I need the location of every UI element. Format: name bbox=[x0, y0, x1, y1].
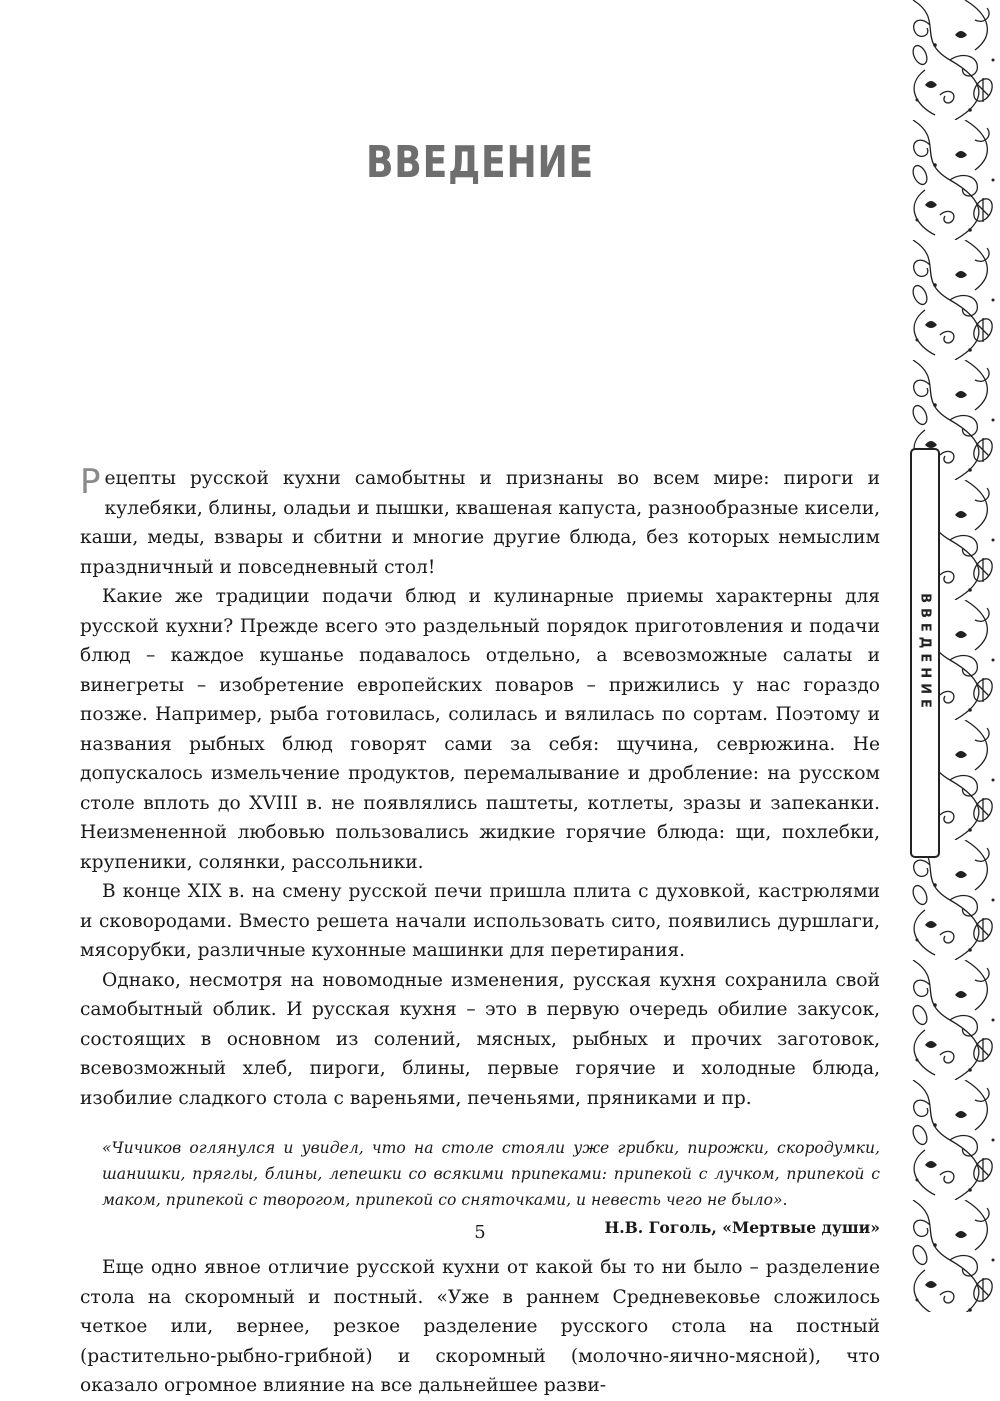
paragraph-4: Однако, несмотря на новомодные изменения, русская кухня сохранила свой самобытный облик. И русская кухня – это в первую очередь обилие закусок, состоящих в основном из солений, мясных, рыбных и прочих заготовок, всевозможный хлеб, пироги, блины, первые горячие и холодные блюда, изобилие сладкого стола с вареньями, печеньями, пряниками и пр. bbox=[80, 969, 880, 1109]
side-tab-label: ВВЕДЕНИЕ bbox=[917, 593, 933, 713]
page-number: 5 bbox=[474, 1222, 486, 1243]
paragraph-3: В конце XIX в. на смену русской печи пришла плита с духовкой, кастрюлями и сковородами. Вместо решета начали использовать сито, появились дуршлаги, мясорубки, различные кухонные машинки для перетирания. bbox=[80, 881, 880, 961]
body-text bbox=[80, 464, 880, 1401]
paragraph-5: Еще одно явное отличие русской кухни от какой бы то ни было – разделение стола на скоромный и постный. «Уже в раннем Средневековье сложилось четкое или, вернее, резкое разделение русского стола на постный (растительно-рыбно-грибной) и скоромный (молочно-яично-мясной), что оказало огромное влияние на все дальнейшее разви- bbox=[80, 1257, 880, 1396]
page-title: ВВЕДЕНИЕ bbox=[365, 137, 595, 189]
quote-author: Н.В. Гоголь, «Мертвые души» bbox=[604, 1218, 880, 1237]
paragraph-1-text: ецепты русской кухни самобытны и признаны во всем мире: пироги и кулебяки, блины, оладьи и пышки, квашеная капуста, разнообразные кисели, каши, меды, взвары и сбитни и многие другие блюда, без которых немыслим праздничный и повседневный стол! bbox=[80, 468, 880, 578]
paragraph-1 bbox=[80, 464, 880, 582]
epigraph-quote: «Чичиков оглянулся и увидел, что на столе стояли уже грибки, пирожки, скородумки, шанишки, пряглы, блины, лепешки со всякими припеками: припекой с лучком, припекой с маком, припекой с творогом, припекой со сняточками, и невесть чего не было». bbox=[102, 1139, 880, 1209]
paragraph-2: Какие же традиции подачи блюд и кулинарные приемы характерны для русской кухни? Прежде всего это раздельный порядок приготовления и подачи блюд – каждое кушанье подавалось отдельно, а всевозможные салаты и винегреты – изобретение европейских поваров – прижились у нас гораздо позже. Например, рыба готовилась, солилась и вялилась по сортам. Поэтому и названия рыбных блюд говорят сами за себя: щучина, севрюжина. Не допускалось измельчение продуктов, перемалывание и дробление: на русском столе вплоть до XVIII в. не появлялись паштеты, котлеты, зразы и запеканки. Неизмененной любовью пользовались жидкие горячие блюда: щи, похлебки, крупеники, солянки, рассольники. bbox=[80, 586, 880, 873]
drop-cap: Р bbox=[80, 462, 101, 502]
side-tab bbox=[910, 448, 940, 858]
